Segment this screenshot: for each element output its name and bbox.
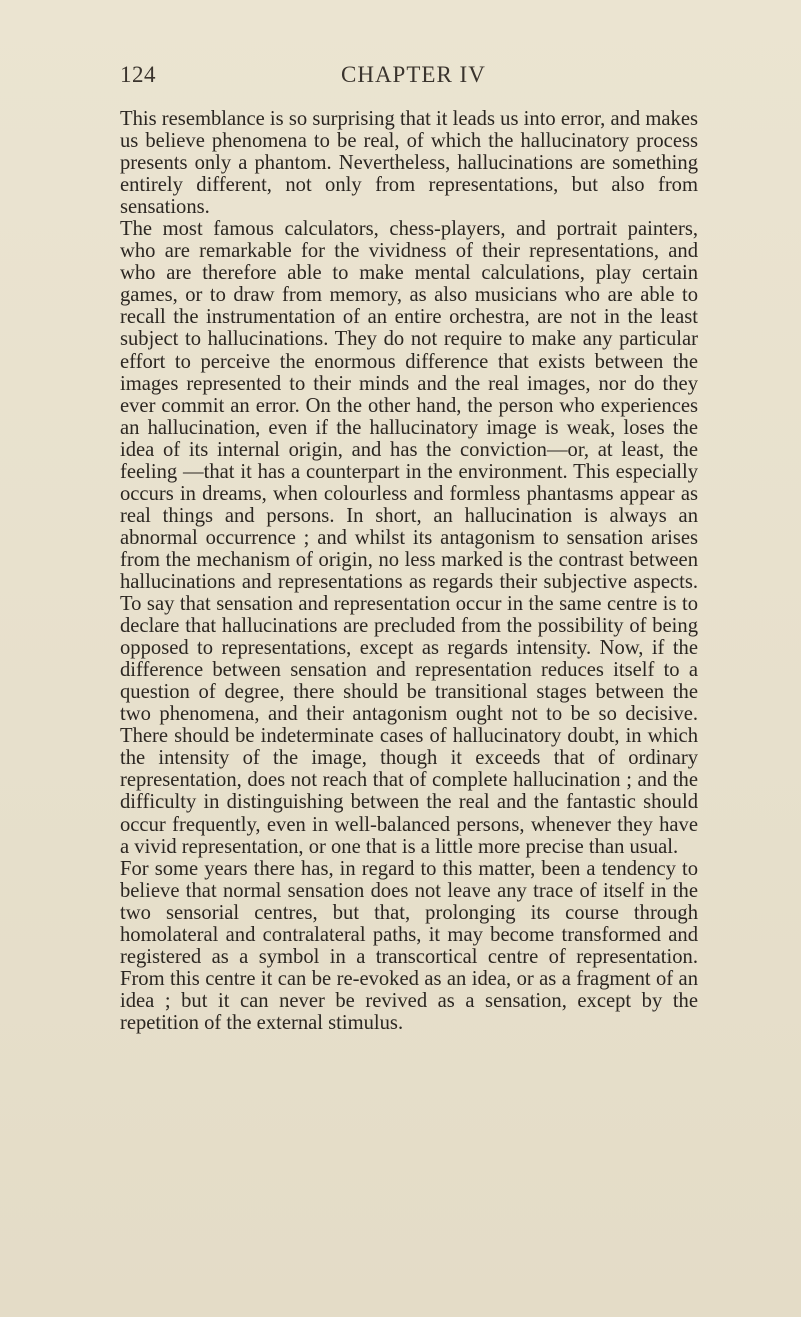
paragraph-1: This resemblance is so surprising that it leads us into error, and makes us believe phenomena to be real, of which the hallucinatory process presents only a phantom. Nevertheless, hallucinations are something entirely different, not only from representations, but also from sensations. (120, 108, 698, 219)
running-head (120, 62, 680, 94)
paragraph-2: The most famous calculators, chess-players, and portrait painters, who are remarkable for the vividness of their representations, and who are therefore able to make mental calculations, play certain games, or to draw from memory, as also musicians who are able to recall the instrumentation of an entire orchestra, are not in the least subject to hallucinations. They do not require to make any particular effort to perceive the enormous difference that exists between the images represented to their minds and the real images, nor do they ever commit an error. On the other hand, the person who experiences an hallucination, even if the hallucinatory image is weak, loses the idea of its internal origin, and has the conviction—or, at least, the feeling —that it has a counterpart in the environment. This especially occurs in dreams, when colourless and formless phantasms appear as real things and persons. In short, an hallucination is always an abnormal occurrence ; and whilst its antagonism to sensation arises from the mechanism of origin, no less marked is the contrast between hallucinations and representations as regards their subjective aspects. To say that sensation and representation occur in the same centre is to declare that hallucinations are precluded from the possibility of being opposed to representations, except as regards intensity. Now, if the difference between sensation and representation reduces itself to a question of degree, there should be transitional stages between the two phenomena, and their antagonism ought not to be so decisive. There should be indeterminate cases of hallucinatory doubt, in which the intensity of the image, though it exceeds that of ordinary representation, does not reach that of complete hallucination ; and the difficulty in distinguishing between the real and the fantastic should occur frequently, even in well-balanced persons, whenever they have a vivid representation, or one that is a little more precise than usual. (120, 218, 698, 858)
chapter-title: CHAPTER IV (341, 62, 486, 87)
page-number: 124 (120, 62, 156, 87)
body-text (120, 108, 698, 1034)
paragraph-3: For some years there has, in regard to this matter, been a tendency to believe that normal sensation does not leave any trace of itself in the two sensorial centres, but that, prolonging its course through homolateral and contralateral paths, it may become transformed and registered as a symbol in a transcortical centre of representation. From this centre it can be re-evoked as an idea, or as a fragment of an idea ; but it can never be revived as a sensation, except by the repetition of the external stimulus. (120, 857, 698, 1034)
